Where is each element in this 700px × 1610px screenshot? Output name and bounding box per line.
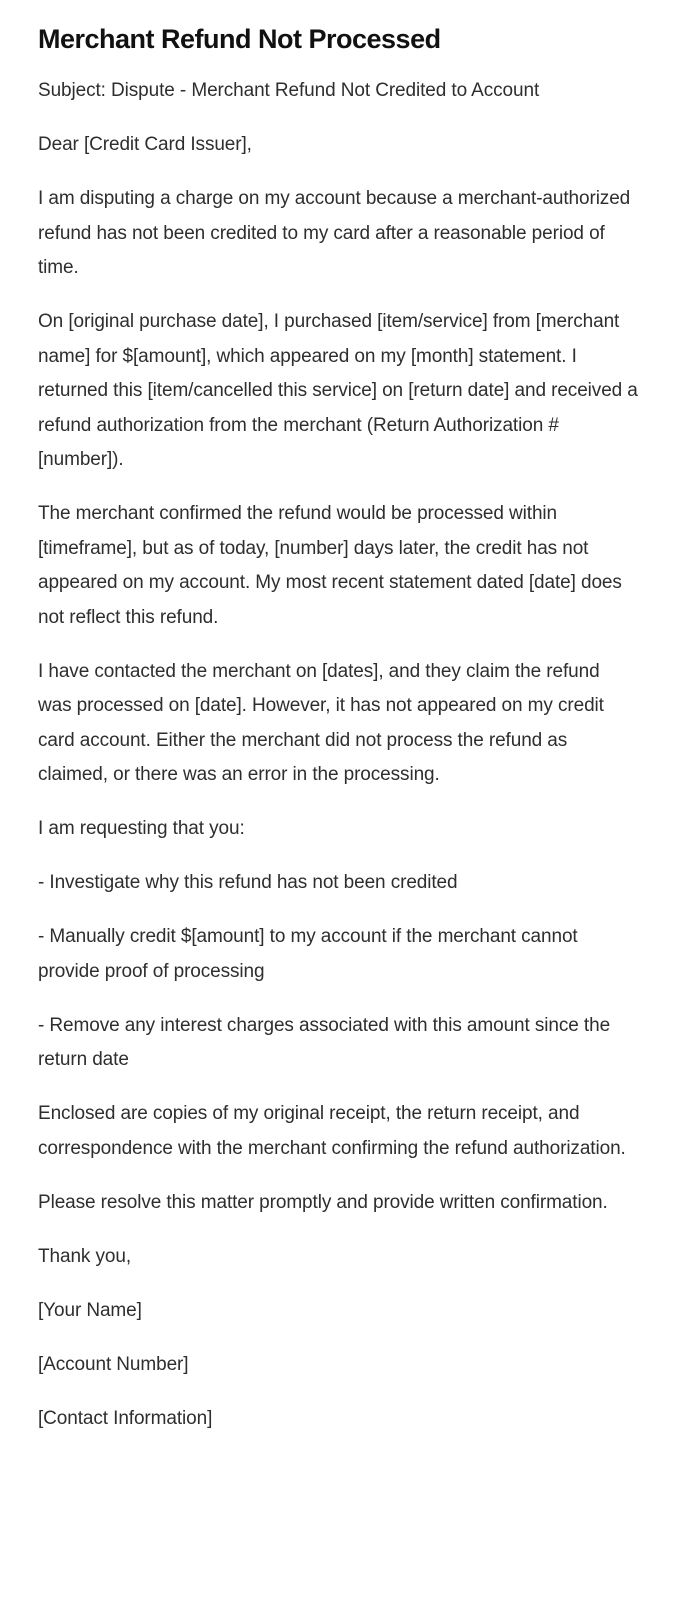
paragraph-resolution-request: Please resolve this matter promptly and provide written confirmation. xyxy=(38,1191,608,1213)
paragraph-dispute-intro: I am disputing a charge on my account because a merchant-authorized refund has not been credited to my card after a reasonable period of time. xyxy=(38,188,631,278)
request-item-investigate: - Investigate why this refund has not been credited xyxy=(38,872,458,893)
signature-name: [Your Name] xyxy=(38,1299,142,1321)
subject-line: Subject: Dispute - Merchant Refund Not Credited to Account xyxy=(38,80,540,101)
paragraph-enclosures: Enclosed are copies of my original receipt, the return receipt, and correspondence with the merchant confirming the refund authorization. xyxy=(38,1103,626,1159)
page-title: Merchant Refund Not Processed xyxy=(38,24,441,54)
request-item-remove-interest: - Remove any interest charges associated with this amount since the return date xyxy=(38,1014,611,1070)
salutation: Dear [Credit Card Issuer], xyxy=(38,134,252,155)
signature-contact-info: [Contact Information] xyxy=(38,1407,213,1429)
closing-thanks: Thank you, xyxy=(38,1245,131,1267)
request-item-manual-credit: - Manually credit $[amount] to my account if the merchant cannot provide proof of processing xyxy=(38,926,578,982)
signature-account-number: [Account Number] xyxy=(38,1353,189,1375)
paragraph-request-intro: I am requesting that you: xyxy=(38,818,245,839)
paragraph-merchant-contact: I have contacted the merchant on [dates], and they claim the refund was processed on [date]. However, it has not appeared on my credit card account. Either the merchant did not process the refund as claimed, or there was an error in the processing. xyxy=(38,660,604,785)
paragraph-refund-not-appeared: The merchant confirmed the refund would be processed within [timeframe], but as of today, [number] days later, the credit has not appeared on my account. My most recent statement dated [date] does not reflect this refund. xyxy=(38,503,622,628)
paragraph-purchase-details: On [original purchase date], I purchased [item/service] from [merchant name] for $[amount], which appeared on my [month] statement. I returned this [item/cancelled this service] on [return date] and received a refund authorization from the merchant (Return Authorization #[number]). xyxy=(38,311,638,470)
